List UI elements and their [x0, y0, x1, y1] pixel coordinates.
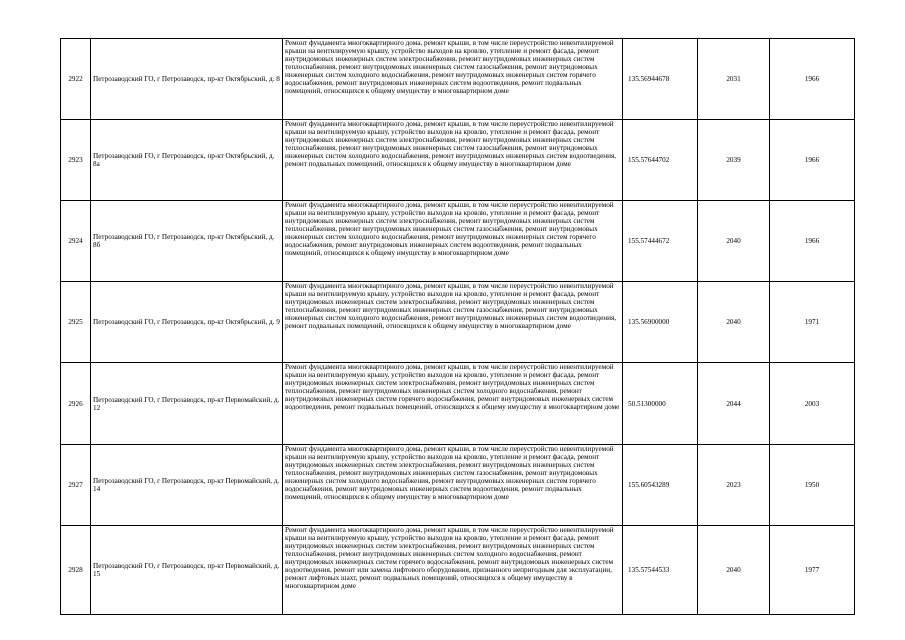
plan-year-cell: 2040 [698, 526, 770, 615]
address-cell: Петрозаводский ГО, г Петрозаводск, пр-кт Первомайский, д. 12 [91, 363, 283, 445]
address-cell: Петрозаводский ГО, г Петрозаводск, пр-кт Первомайский, д. 14 [91, 445, 283, 526]
works-cell: Ремонт фундамента многоквартирного дома, ремонт крыши, в том числе переустройство невентилируемой крыши на вентилируемую крышу, устройство выходов на кровлю, утепление и ремонт фасада, ремонт внутридомовых инженерных систем электроснабжения, ремонт внутридомовых инженерных систем теплоснабжения, ремонт внутридомовых инженерных систем холодного водоснабжения, ремонт внутридомовых инженерных систем горячего водоснабжения, ремонт внутридомовых инженерных систем водоотведения, ремонт или замена лифтового оборудования, признанного непригодным для эксплуатации, ремонт лифтовых шахт, ремонт подвальных помещений, относящихся к общему имуществу в многоквартирном доме [283, 526, 623, 615]
works-cell: Ремонт фундамента многоквартирного дома, ремонт крыши, в том числе переустройство невентилируемой крыши на вентилируемую крышу, устройство выходов на кровлю, утепление и ремонт фасада, ремонт внутридомовых инженерных систем электроснабжения, ремонт внутридомовых инженерных систем теплоснабжения, ремонт внутридомовых инженерных систем газоснабжения, ремонт внутридомовых инженерных систем холодного водоснабжения, ремонт внутридомовых инженерных систем горячего водоснабжения, ремонт внутридомовых инженерных систем водоотведения, ремонт подвальных помещений, относящихся к общему имуществу в многоквартирном доме [283, 445, 623, 526]
build-year-cell: 1966 [770, 201, 855, 282]
repair-program-table [60, 38, 855, 615]
address-cell: Петрозаводский ГО, г Петрозаводск, пр-кт Октябрьский, д. 8б [91, 201, 283, 282]
table-row [61, 120, 855, 201]
works-cell: Ремонт фундамента многоквартирного дома, ремонт крыши, в том числе переустройство невентилируемой крыши на вентилируемую крышу, устройство выходов на кровлю, утепление и ремонт фасада, ремонт внутридомовых инженерных систем электроснабжения, ремонт внутридомовых инженерных систем теплоснабжения, ремонт внутридомовых инженерных систем газоснабжения, ремонт внутридомовых инженерных систем холодного водоснабжения, ремонт внутридомовых инженерных систем горячего водоснабжения, ремонт внутридомовых инженерных систем водоотведения, ремонт подвальных помещений, относящихся к общему имуществу в многоквартирном доме [283, 39, 623, 120]
row-number: 2925 [61, 282, 91, 363]
plan-year-cell: 2040 [698, 201, 770, 282]
plan-year-cell: 2039 [698, 120, 770, 201]
row-number: 2928 [61, 526, 91, 615]
table-row [61, 445, 855, 526]
works-cell: Ремонт фундамента многоквартирного дома, ремонт крыши, в том числе переустройство невентилируемой крыши на вентилируемую крышу, устройство выходов на кровлю, утепление и ремонт фасада, ремонт внутридомовых инженерных систем электроснабжения, ремонт внутридомовых инженерных систем теплоснабжения, ремонт внутридомовых инженерных систем газоснабжения, ремонт внутридомовых инженерных систем холодного водоснабжения, ремонт внутридомовых инженерных систем горячего водоснабжения, ремонт внутридомовых инженерных систем водоотведения, ремонт подвальных помещений, относящихся к общему имуществу в многоквартирном доме [283, 201, 623, 282]
plan-year-cell: 2023 [698, 445, 770, 526]
plan-year-cell: 2044 [698, 363, 770, 445]
cost-cell: 155.60543289 [623, 445, 698, 526]
address-cell: Петрозаводский ГО, г Петрозаводск, пр-кт Октябрьский, д. 8 [91, 39, 283, 120]
build-year-cell: 1966 [770, 120, 855, 201]
table-row [61, 526, 855, 615]
table-row [61, 282, 855, 363]
row-number: 2923 [61, 120, 91, 201]
row-number: 2924 [61, 201, 91, 282]
cost-cell: 135.56900000 [623, 282, 698, 363]
plan-year-cell: 2040 [698, 282, 770, 363]
works-cell: Ремонт фундамента многоквартирного дома, ремонт крыши, в том числе переустройство невентилируемой крыши на вентилируемую крышу, устройство выходов на кровлю, утепление и ремонт фасада, ремонт внутридомовых инженерных систем электроснабжения, ремонт внутридомовых инженерных систем теплоснабжения, ремонт внутридомовых инженерных систем холодного водоснабжения, ремонт внутридомовых инженерных систем горячего водоснабжения, ремонт внутридомовых инженерных систем водоотведения, ремонт подвальных помещений, относящихся к общему имуществу в многоквартирном доме [283, 363, 623, 445]
table-row [61, 39, 855, 120]
address-cell: Петрозаводский ГО, г Петрозаводск, пр-кт Первомайский, д. 15 [91, 526, 283, 615]
cost-cell: 50.51300000 [623, 363, 698, 445]
plan-year-cell: 2031 [698, 39, 770, 120]
table-row [61, 201, 855, 282]
build-year-cell: 1977 [770, 526, 855, 615]
works-cell: Ремонт фундамента многоквартирного дома, ремонт крыши, в том числе переустройство невентилируемой крыши на вентилируемую крышу, устройство выходов на кровлю, утепление и ремонт фасада, ремонт внутридомовых инженерных систем электроснабжения, ремонт внутридомовых инженерных систем теплоснабжения, ремонт внутридомовых инженерных систем газоснабжения, ремонт внутридомовых инженерных систем холодного водоснабжения, ремонт внутридомовых инженерных систем водоотведения, ремонт подвальных помещений, относящихся к общему имуществу в многоквартирном доме [283, 282, 623, 363]
build-year-cell: 1971 [770, 282, 855, 363]
row-number: 2927 [61, 445, 91, 526]
works-cell: Ремонт фундамента многоквартирного дома, ремонт крыши, в том числе переустройство невентилируемой крыши на вентилируемую крышу, устройство выходов на кровлю, утепление и ремонт фасада, ремонт внутридомовых инженерных систем электроснабжения, ремонт внутридомовых инженерных систем теплоснабжения, ремонт внутридомовых инженерных систем газоснабжения, ремонт внутридомовых инженерных систем холодного водоснабжения, ремонт внутридомовых инженерных систем водоотведения, ремонт подвальных помещений, относящихся к общему имуществу в многоквартирном доме [283, 120, 623, 201]
cost-cell: 155.57644702 [623, 120, 698, 201]
cost-cell: 135.57544533 [623, 526, 698, 615]
build-year-cell: 1966 [770, 39, 855, 120]
row-number: 2922 [61, 39, 91, 120]
build-year-cell: 2003 [770, 363, 855, 445]
build-year-cell: 1950 [770, 445, 855, 526]
row-number: 2926 [61, 363, 91, 445]
table-row [61, 363, 855, 445]
address-cell: Петрозаводский ГО, г Петрозаводск, пр-кт Октябрьский, д. 8а [91, 120, 283, 201]
cost-cell: 135.56944678 [623, 39, 698, 120]
address-cell: Петрозаводский ГО, г Петрозаводск, пр-кт Октябрьский, д. 9 [91, 282, 283, 363]
cost-cell: 155.57444672 [623, 201, 698, 282]
